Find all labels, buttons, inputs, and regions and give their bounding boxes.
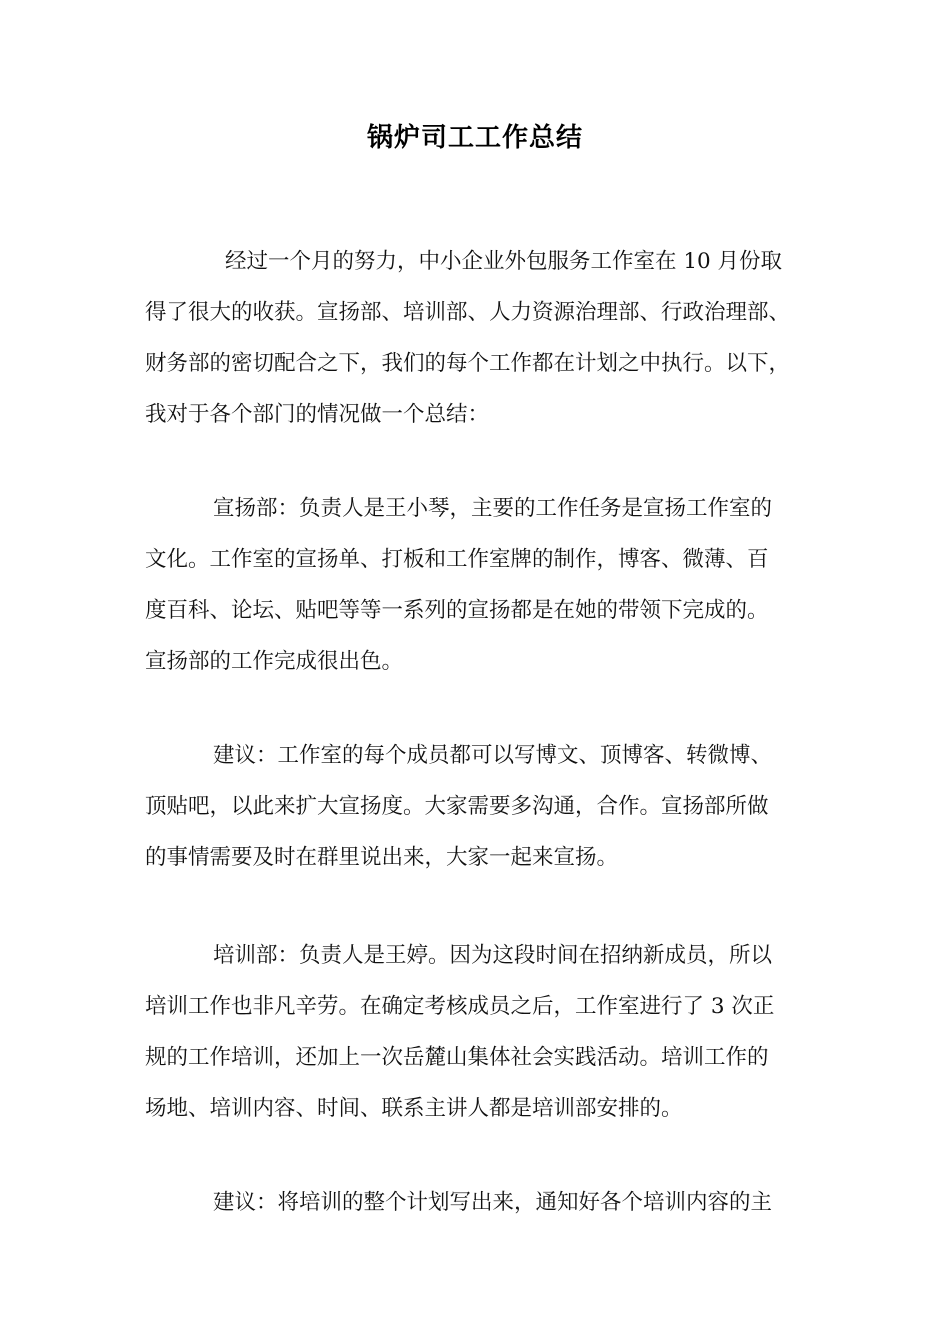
text-line: 的事情需要及时在群里说出来，大家一起来宣扬。 bbox=[145, 845, 619, 870]
paragraph-publicity-dept bbox=[145, 483, 809, 687]
text-line: 文化。工作室的宣扬单、打板和工作室牌的制作，博客、微薄、百 bbox=[145, 547, 769, 572]
text-line: 宣扬部：负责人是王小琴，主要的工作任务是宣扬工作室的 bbox=[213, 496, 773, 521]
text-line: 顶贴吧，以此来扩大宣扬度。大家需要多沟通，合作。宣扬部所做 bbox=[145, 794, 769, 819]
paragraph-training-dept bbox=[145, 930, 809, 1134]
paragraph-training-suggestion bbox=[145, 1177, 809, 1228]
text-line: 经过一个月的努力，中小企业外包服务工作室在 10 月份取 bbox=[225, 249, 783, 274]
text-line: 规的工作培训，还加上一次岳麓山集体社会实践活动。培训工作的 bbox=[145, 1045, 769, 1070]
document-title: 锅炉司工工作总结 bbox=[366, 123, 583, 153]
text-line: 场地、培训内容、时间、联系主讲人都是培训部安排的。 bbox=[145, 1096, 683, 1121]
text-line: 我对于各个部门的情况做一个总结： bbox=[145, 402, 490, 427]
text-line: 财务部的密切配合之下，我们的每个工作都在计划之中执行。以下， bbox=[145, 351, 791, 376]
text-line: 得了很大的收获。宣扬部、培训部、人力资源治理部、行政治理部、 bbox=[145, 300, 791, 325]
text-line: 培训部：负责人是王婷。因为这段时间在招纳新成员，所以 bbox=[213, 943, 773, 968]
text-line: 度百科、论坛、贴吧等等一系列的宣扬都是在她的带领下完成的。 bbox=[145, 598, 769, 623]
text-line: 建议：工作室的每个成员都可以写博文、顶博客、转微博、 bbox=[213, 743, 773, 768]
paragraph-publicity-suggestion bbox=[145, 730, 809, 883]
text-line: 培训工作也非凡辛劳。在确定考核成员之后，工作室进行了 3 次正 bbox=[145, 994, 775, 1019]
paragraph-intro bbox=[145, 236, 809, 440]
text-line: 宣扬部的工作完成很出色。 bbox=[145, 649, 404, 674]
text-line: 建议：将培训的整个计划写出来，通知好各个培训内容的主 bbox=[213, 1190, 773, 1215]
